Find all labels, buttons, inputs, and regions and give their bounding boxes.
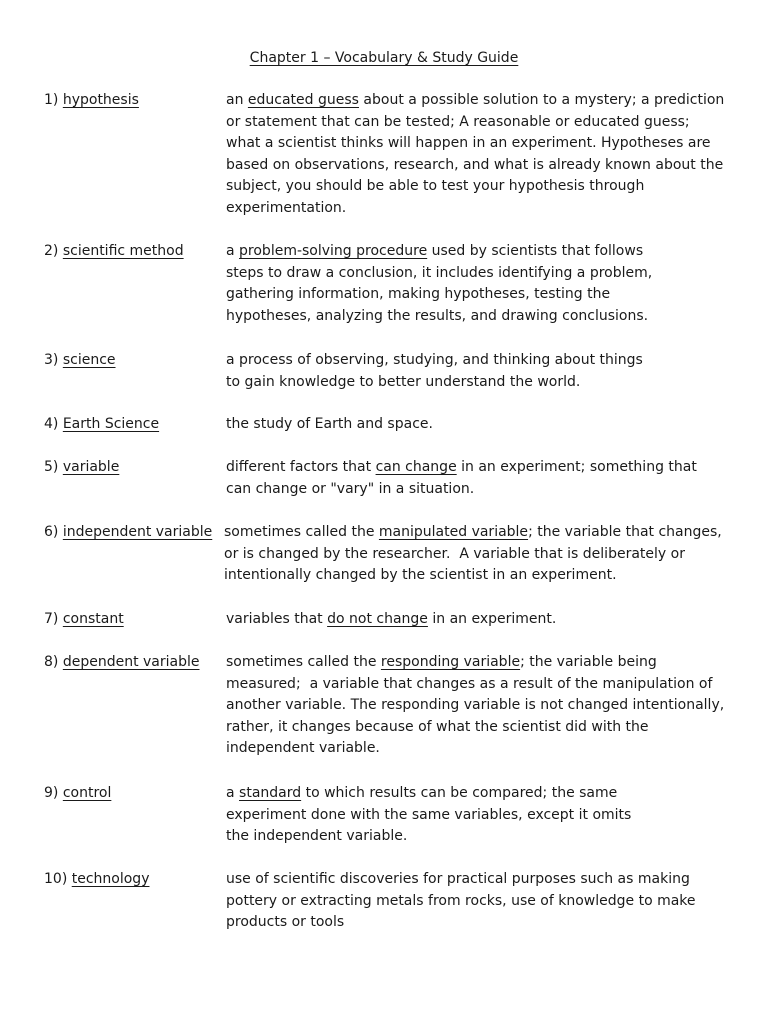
entry-number: 8) bbox=[44, 654, 59, 670]
definition-text: measured; a variable that changes as a result of the manipulation of bbox=[226, 675, 713, 692]
vocab-term: hypothesis bbox=[62, 92, 139, 108]
entry-number: 9) bbox=[44, 785, 59, 801]
vocab-term-cell bbox=[44, 609, 124, 631]
definition-line bbox=[226, 869, 734, 891]
definition-line bbox=[226, 112, 734, 134]
definition-line bbox=[226, 609, 734, 631]
definition-line bbox=[226, 826, 734, 848]
vocab-entry bbox=[44, 241, 734, 327]
definition-text: or is changed by the researcher. A variable that is deliberately or bbox=[224, 545, 685, 562]
definition-text: a bbox=[226, 243, 240, 259]
definition-text: can change or "vary" in a situation. bbox=[226, 480, 475, 497]
vocab-term-cell bbox=[44, 652, 200, 674]
definition-line bbox=[224, 565, 734, 587]
definition-text: about a possible solution to a mystery; a prediction bbox=[358, 92, 725, 108]
definition-text: products or tools bbox=[226, 914, 345, 931]
definition-line bbox=[226, 133, 734, 155]
definition-text: experiment done with the same variables, except it omits bbox=[226, 806, 632, 823]
definition-line bbox=[226, 805, 734, 827]
definition-text: the independent variable. bbox=[226, 828, 408, 845]
vocab-definition bbox=[226, 783, 734, 848]
definition-text: ; the variable being bbox=[520, 654, 657, 670]
definition-text: hypotheses, analyzing the results, and drawing conclusions. bbox=[226, 307, 649, 324]
definition-line bbox=[226, 414, 734, 436]
definition-text: to which results can be compared; the same bbox=[301, 785, 618, 801]
definition-text: used by scientists that follows bbox=[427, 243, 644, 259]
entry-number: 5) bbox=[44, 459, 59, 475]
definition-line bbox=[226, 717, 734, 739]
entry-number: 10) bbox=[44, 871, 68, 887]
definition-text: another variable. The responding variable is not changed intentionally, bbox=[226, 697, 725, 714]
vocab-definition bbox=[226, 414, 734, 436]
entry-number: 7) bbox=[44, 611, 59, 627]
key-phrase: educated guess bbox=[247, 92, 359, 108]
key-phrase: do not change bbox=[327, 611, 428, 627]
vocab-term: constant bbox=[62, 611, 124, 627]
entry-number: 1) bbox=[44, 92, 59, 108]
key-phrase: manipulated variable bbox=[378, 524, 529, 540]
vocab-term: control bbox=[62, 785, 112, 801]
definition-text: in an experiment. bbox=[427, 611, 557, 627]
vocab-definition bbox=[226, 457, 734, 500]
vocab-term-cell bbox=[44, 350, 116, 372]
definition-line bbox=[226, 652, 734, 674]
vocab-term: variable bbox=[62, 459, 120, 475]
vocab-entry bbox=[44, 609, 734, 631]
vocab-entry bbox=[44, 522, 734, 587]
vocab-definition bbox=[226, 350, 734, 393]
definition-text: experimentation. bbox=[226, 199, 347, 216]
vocab-term: Earth Science bbox=[62, 416, 160, 432]
vocab-definition bbox=[226, 609, 734, 631]
key-phrase: problem-solving procedure bbox=[239, 243, 428, 259]
vocab-term-cell bbox=[44, 90, 139, 112]
definition-line bbox=[226, 284, 734, 306]
definition-text: sometimes called the bbox=[224, 524, 379, 540]
key-phrase: standard bbox=[239, 785, 302, 801]
definition-line bbox=[226, 263, 734, 285]
definition-text: what a scientist thinks will happen in an experiment. Hypotheses are bbox=[226, 135, 711, 152]
definition-text: intentionally changed by the scientist in an experiment. bbox=[224, 567, 617, 584]
key-phrase: responding variable bbox=[380, 654, 521, 670]
vocab-term: science bbox=[62, 352, 116, 368]
vocab-definition bbox=[226, 90, 734, 220]
vocab-term: independent variable bbox=[62, 524, 213, 540]
definition-text: the study of Earth and space. bbox=[226, 416, 433, 432]
vocab-definition bbox=[226, 869, 734, 934]
vocab-entry bbox=[44, 414, 734, 436]
definition-text: based on observations, research, and what is already known about the bbox=[226, 156, 724, 173]
vocab-entry bbox=[44, 90, 734, 220]
vocab-term-cell bbox=[44, 414, 159, 436]
definition-text: independent variable. bbox=[226, 740, 380, 757]
vocab-entry bbox=[44, 783, 734, 848]
definition-line bbox=[226, 241, 734, 263]
vocab-term: dependent variable bbox=[62, 654, 200, 670]
definition-text: subject, you should be able to test your hypothesis through bbox=[226, 178, 645, 195]
definition-line bbox=[226, 176, 734, 198]
definition-line bbox=[226, 891, 734, 913]
definition-text: use of scientific discoveries for practical purposes such as making bbox=[226, 871, 690, 887]
vocab-definition bbox=[226, 241, 734, 327]
definition-text: steps to draw a conclusion, it includes identifying a problem, bbox=[226, 264, 653, 281]
vocab-term-cell bbox=[44, 522, 212, 544]
definition-line bbox=[224, 544, 734, 566]
definition-line bbox=[226, 738, 734, 760]
definition-text: in an experiment; something that bbox=[456, 459, 697, 475]
definition-line bbox=[226, 350, 734, 372]
definition-text: to gain knowledge to better understand the world. bbox=[226, 373, 581, 390]
definition-text: pottery or extracting metals from rocks, use of knowledge to make bbox=[226, 892, 696, 909]
definition-text: ; the variable that changes, bbox=[528, 524, 722, 540]
vocab-definition bbox=[224, 522, 734, 587]
key-phrase: can change bbox=[375, 459, 457, 475]
definition-line bbox=[226, 674, 734, 696]
entry-number: 3) bbox=[44, 352, 59, 368]
vocab-term-cell bbox=[44, 783, 111, 805]
page-title-text: Chapter 1 – Vocabulary & Study Guide bbox=[249, 50, 519, 66]
definition-line bbox=[226, 695, 734, 717]
definition-text: sometimes called the bbox=[226, 654, 381, 670]
definition-text: a bbox=[226, 785, 240, 801]
definition-text: rather, it changes because of what the scientist did with the bbox=[226, 718, 649, 735]
entry-number: 4) bbox=[44, 416, 59, 432]
definition-text: different factors that bbox=[226, 459, 376, 475]
definition-line bbox=[226, 783, 734, 805]
definition-text: or statement that can be tested; A reasonable or educated guess; bbox=[226, 113, 690, 130]
vocab-entry bbox=[44, 457, 734, 500]
definition-text: an bbox=[226, 92, 248, 108]
definition-text: gathering information, making hypotheses, testing the bbox=[226, 286, 611, 303]
vocab-entry bbox=[44, 869, 734, 934]
definition-line bbox=[226, 90, 734, 112]
definition-line bbox=[226, 912, 734, 934]
definition-line bbox=[226, 198, 734, 220]
entry-number: 2) bbox=[44, 243, 59, 259]
vocab-term: technology bbox=[71, 871, 150, 887]
entry-number: 6) bbox=[44, 524, 59, 540]
definition-line bbox=[226, 155, 734, 177]
vocab-term: scientific method bbox=[62, 243, 184, 259]
definition-line bbox=[226, 372, 734, 394]
vocab-entry bbox=[44, 350, 734, 393]
definition-text: a process of observing, studying, and thinking about things bbox=[226, 352, 643, 368]
vocab-entry bbox=[44, 652, 734, 760]
vocab-term-cell bbox=[44, 241, 184, 263]
definition-line bbox=[226, 479, 734, 501]
definition-line bbox=[226, 457, 734, 479]
vocab-term-cell bbox=[44, 869, 149, 891]
vocab-definition bbox=[226, 652, 734, 760]
definition-text: variables that bbox=[226, 611, 328, 627]
definition-line bbox=[226, 306, 734, 328]
definition-line bbox=[224, 522, 734, 544]
vocab-term-cell bbox=[44, 457, 119, 479]
page-title bbox=[0, 48, 768, 68]
